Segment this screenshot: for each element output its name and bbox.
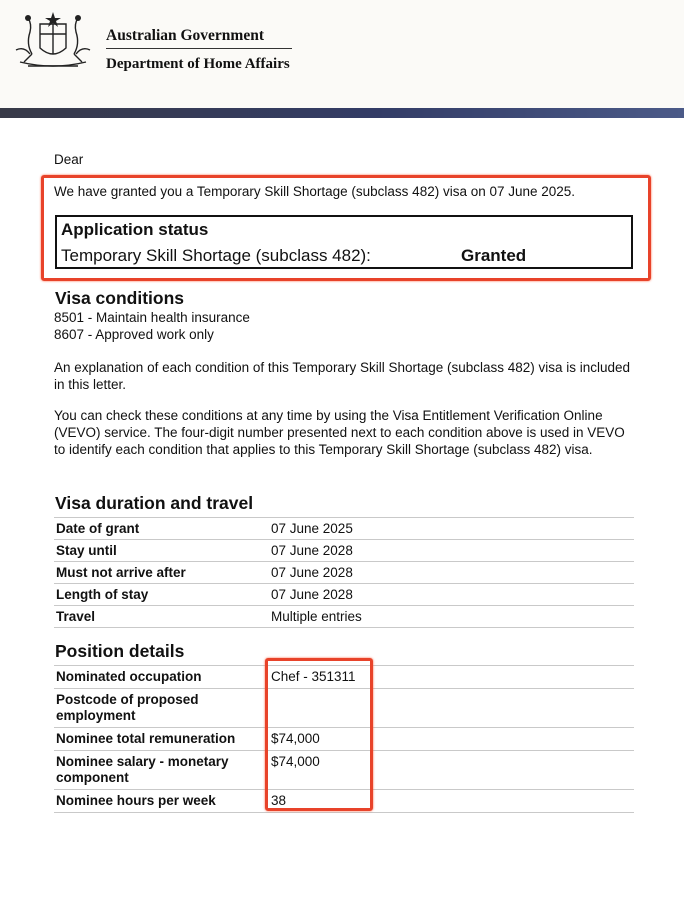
department-name: Department of Home Affairs	[106, 56, 290, 72]
row-label: Postcode of proposed employment	[56, 692, 199, 723]
application-status-box	[55, 215, 633, 269]
row-value: 38	[271, 793, 287, 808]
government-name: Australian Government	[106, 27, 265, 44]
row-label: Nominated occupation	[56, 669, 202, 684]
row-value: 07 June 2025	[271, 521, 353, 536]
row-label: Must not arrive after	[56, 565, 186, 580]
position-details-title: Position details	[55, 641, 185, 661]
row-value: $74,000	[271, 754, 320, 769]
table-row	[54, 584, 634, 606]
row-value: $74,000	[271, 731, 320, 746]
visa-conditions-title: Visa conditions	[55, 288, 185, 308]
table-row	[54, 606, 634, 628]
row-label: Nominee hours per week	[56, 793, 216, 808]
row-label: Travel	[56, 609, 96, 624]
letterhead-divider	[106, 48, 292, 49]
application-status-visa: Temporary Skill Shortage (subclass 482):	[61, 246, 371, 265]
row-label: Nominee salary - monetary component	[56, 754, 229, 785]
row-value: 07 June 2028	[271, 565, 353, 580]
visa-duration-table	[54, 517, 634, 628]
table-row	[54, 562, 634, 584]
table-row	[54, 540, 634, 562]
row-value: 07 June 2028	[271, 587, 353, 602]
header-color-bar	[0, 108, 684, 118]
application-status-value: Granted	[461, 246, 527, 265]
coat-of-arms-icon	[10, 10, 96, 72]
application-status-title: Application status	[61, 220, 209, 239]
greeting: Dear	[54, 152, 84, 167]
row-label: Stay until	[56, 543, 117, 558]
letterhead	[0, 0, 684, 108]
table-row	[54, 518, 634, 540]
conditions-explanation: An explanation of each condition of this Temporary Skill Shortage (subclass 482) visa is included in this letter.	[54, 360, 631, 392]
row-label: Nominee total remuneration	[56, 731, 236, 746]
row-value: Multiple entries	[271, 609, 362, 624]
highlight-box-position	[265, 658, 373, 811]
condition-item: 8607 - Approved work only	[54, 327, 214, 342]
grant-sentence: We have granted you a Temporary Skill Shortage (subclass 482) visa on 07 June 2025.	[54, 184, 576, 199]
visa-duration-title: Visa duration and travel	[55, 493, 254, 513]
row-value: Chef - 351311	[271, 669, 356, 684]
condition-item: 8501 - Maintain health insurance	[54, 310, 250, 325]
vevo-explanation: You can check these conditions at any time by using the Visa Entitlement Verification Online (VEVO) service. The four-digit number presented next to each condition above is used in VEVO to identify each condition that applies to this Temporary Skill Shortage (subclass 482) visa.	[54, 408, 625, 457]
row-label: Date of grant	[56, 521, 140, 536]
row-label: Length of stay	[56, 587, 149, 602]
row-value: 07 June 2028	[271, 543, 353, 558]
